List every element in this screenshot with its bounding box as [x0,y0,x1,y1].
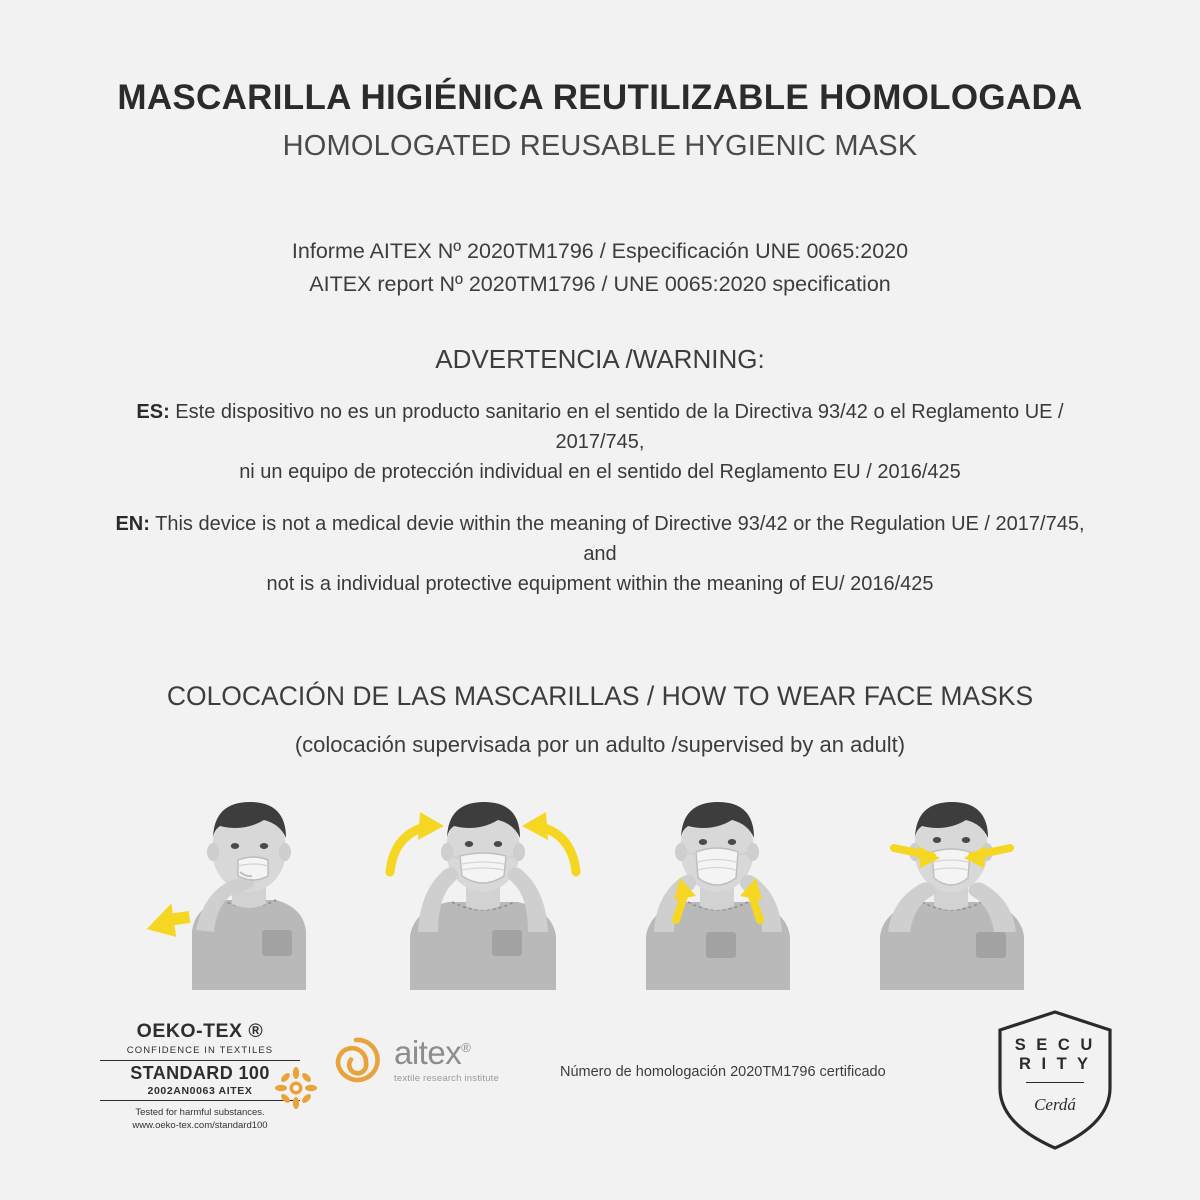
step-1-pick-up-mask [134,780,364,990]
oeko-tex-logo [100,1020,300,1133]
report-block [0,235,1200,302]
warning-row-es [100,397,1100,487]
step-3-adjust-mask-over-nose [602,780,832,990]
warning-row-en [100,509,1100,599]
step-2-place-straps-over-ears [368,780,598,990]
aitex-tagline: textile research institute [394,1073,499,1084]
report-line-en: AITEX report Nº 2020TM1796 / UNE 0065:2020 specification [309,272,891,297]
step-4-illustration [836,780,1066,990]
warning-block [0,397,1200,599]
security-divider [1026,1082,1084,1083]
oeko-tex-code: 2002AN0063 AITEX [147,1085,253,1097]
oeko-tex-note [100,1107,300,1133]
security-cerda-logo [990,1006,1120,1156]
step-3-illustration [602,780,832,990]
oeko-tex-subtitle: CONFIDENCE IN TEXTILES [126,1045,274,1056]
howto-title: COLOCACIÓN DE LAS MASCARILLAS / HOW TO WEAR FACE MASKS [166,680,1034,711]
warning-lang-en: EN: [115,512,150,535]
aitex-word-text: aitex [394,1034,462,1071]
howto-steps [0,780,1200,990]
aitex-logo [330,1034,499,1086]
aitex-registered-mark: ® [461,1040,471,1055]
warning-lang-es: ES: [136,400,170,423]
oeko-tex-note-line1: Tested for harmful substances. [135,1107,265,1118]
security-line-2: R I T Y [1018,1054,1092,1073]
title-block [0,0,1200,163]
footer [0,1012,1200,1152]
step-4-press-mask-to-face [836,780,1066,990]
security-brand: Cerdá [1034,1095,1076,1115]
step-1-illustration [134,780,364,990]
aitex-spiral-icon [330,1034,382,1086]
oeko-tex-note-line2: www.oeko-tex.com/standard100 [132,1119,268,1131]
page-title-en: HOMOLOGATED REUSABLE HYGIENIC MASK [282,130,918,162]
howto-subtitle: (colocación supervisada por un adulto /supervised by an adult) [294,731,906,757]
security-text [990,1036,1120,1115]
warning-text-en-line2: not is a individual protective equipment within the meaning of EU/ 2016/425 [266,572,934,595]
flower-icon [274,1066,318,1110]
homologation-number: Número de homologación 2020TM1796 certificado [560,1064,886,1080]
aitex-wordmark [394,1036,499,1084]
oeko-tex-title: OEKO-TEX ® [136,1020,264,1042]
report-line-es: Informe AITEX Nº 2020TM1796 / Especificación UNE 0065:2020 [291,239,909,263]
aitex-name [394,1036,499,1069]
page-title-es: MASCARILLA HIGIÉNICA REUTILIZABLE HOMOLOGADA [117,78,1083,117]
security-line-1: S E C U [1014,1036,1096,1054]
arrow-yellow-step1 [144,901,192,941]
warning-text-en-line1: This device is not a medical devie within the meaning of Directive 93/42 or the Regulation UE / 2017/745, and [155,512,1085,565]
howto-block [0,681,1200,758]
warning-text-es-line1: Este dispositivo no es un producto sanitario en el sentido de la Directiva 93/42 o el Reglamento UE / 2017/745, [175,400,1064,453]
step-2-illustration [368,780,598,990]
oeko-tex-standard: STANDARD 100 [130,1063,270,1083]
arrow-yellow-step2-right [522,812,576,872]
warning-text-es-line2: ni un equipo de protección individual en el sentido del Reglamento EU / 2016/425 [239,460,961,483]
oeko-tex-standard-bar [100,1060,300,1101]
warning-heading: ADVERTENCIA /WARNING: [435,343,765,374]
arrow-yellow-step2-left [390,812,444,872]
